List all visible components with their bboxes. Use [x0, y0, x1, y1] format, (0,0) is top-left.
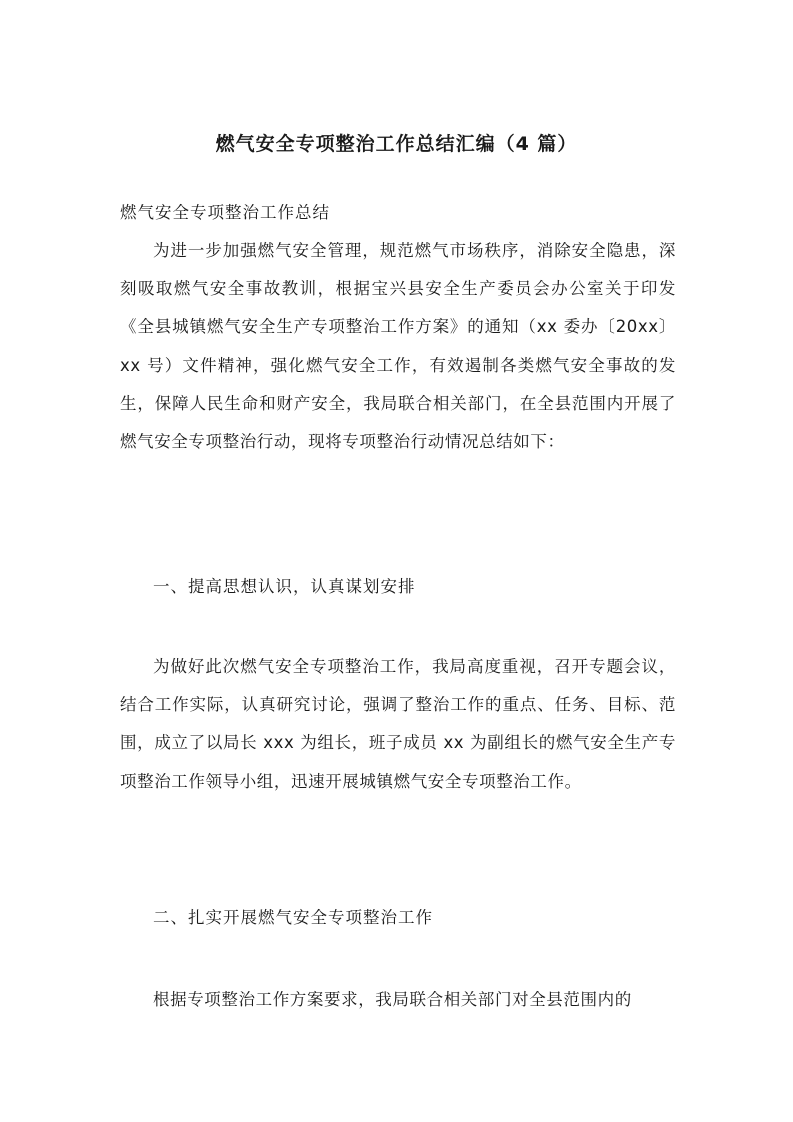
paragraph-section-1: 为做好此次燃气安全专项整治工作，我局高度重视，召开专题会议，结合工作实际，认真研究讨论，强调了整治工作的重点、任务、目标、范围，成立了以局长 xxx 为组长，班子成员 xx 为副组长的燃气安全生产专项整治工作领导小组，迅速开展城镇燃气安全专项整治工作。 [120, 657, 676, 791]
section-heading-1: 一、提高思想认识，认真谋划安排 [153, 577, 416, 596]
document-subtitle: 燃气安全专项整治工作总结 [120, 203, 330, 222]
document-title: 燃气安全专项整治工作总结汇编（4 篇） [215, 133, 578, 155]
paragraph-intro: 为进一步加强燃气安全管理，规范燃气市场秩序，消除安全隐患，深刻吸取燃气安全事故教训，根据宝兴县安全生产委员会办公室关于印发《全县城镇燃气安全生产专项整治工作方案》的通知（xx 委办〔20xx〕xx 号）文件精神，强化燃气安全工作，有效遏制各类燃气安全事故的发生，保障人民生命和财产安全，我局联合相关部门，在全县范围内开展了燃气安全专项整治行动，现将专项整治行动情况总结如下： [120, 241, 676, 452]
section-heading-2: 二、扎实开展燃气安全专项整治工作 [153, 908, 433, 927]
paragraph-section-2: 根据专项整治工作方案要求，我局联合相关部门对全县范围内的 [153, 990, 632, 1009]
